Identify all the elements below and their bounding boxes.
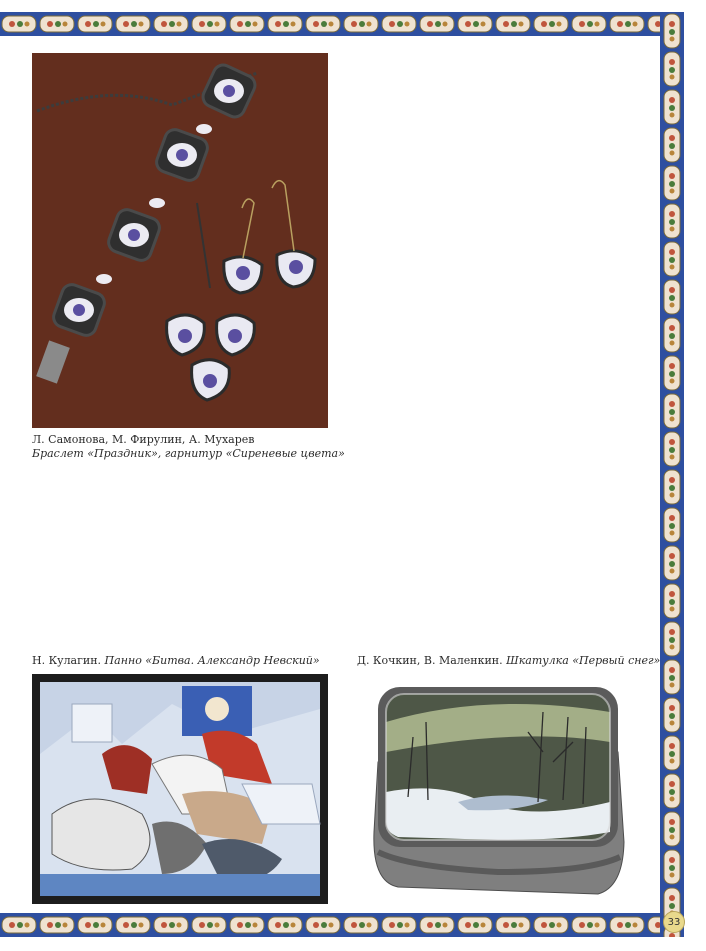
box-caption bbox=[357, 654, 660, 668]
panno-photo bbox=[32, 674, 328, 904]
box-caption-authors: Д. Кочкин, В. Маленкин. bbox=[357, 654, 503, 667]
decorative-border-bottom bbox=[0, 913, 684, 937]
box-caption-title: Шкатулка «Первый снег» bbox=[506, 654, 661, 667]
jewelry-caption-title: Браслет «Праздник», гарнитур «Сиреневые цвета» bbox=[32, 447, 345, 460]
panno-caption-title: Панно «Битва. Александр Невский» bbox=[104, 654, 320, 667]
panno-caption bbox=[32, 654, 320, 668]
jewelry-caption bbox=[32, 433, 345, 461]
jewelry-caption-authors: Л. Самонова, М. Фирулин, А. Мухарев bbox=[32, 433, 255, 446]
decorative-border-right bbox=[660, 12, 684, 937]
jewelry-photo bbox=[32, 53, 328, 428]
panno-caption-author: Н. Кулагин. bbox=[32, 654, 102, 667]
decorative-border-top bbox=[0, 12, 684, 36]
page-number: 33 bbox=[663, 911, 685, 933]
box-photo bbox=[368, 682, 628, 897]
